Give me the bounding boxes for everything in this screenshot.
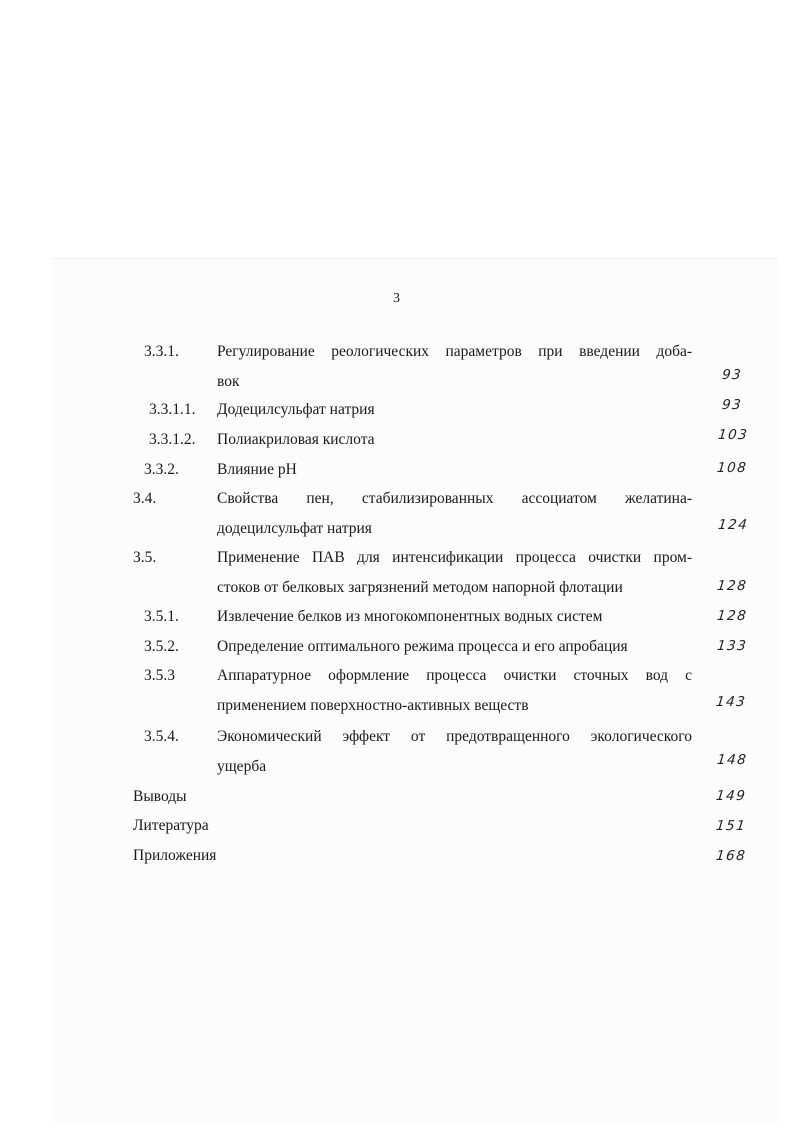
toc-entry-title bbox=[217, 637, 692, 667]
toc-entry-number: 3.3.2. bbox=[144, 461, 179, 478]
toc-section-page: 149 bbox=[715, 788, 748, 804]
toc-entry-number: 3.5.4. bbox=[144, 728, 179, 745]
toc-entry-number: 3.4. bbox=[133, 490, 157, 507]
toc-entry-title bbox=[217, 666, 692, 725]
toc-entry-page: 103 bbox=[717, 427, 750, 443]
toc-entry-title-line: применением поверхностно-активных веществ bbox=[217, 696, 529, 714]
toc-entry-number: 3.5.3 bbox=[144, 667, 175, 684]
page-number: 3 bbox=[393, 291, 400, 306]
toc-section-page: 168 bbox=[715, 848, 748, 864]
toc-entry-number: 3.3.1.2. bbox=[149, 431, 196, 448]
toc-entry-title-line: вок bbox=[217, 372, 240, 390]
toc-entry-title bbox=[217, 489, 692, 548]
toc-entry-number: 3.3.1. bbox=[144, 343, 179, 360]
toc-entry-title-line: Додецилсульфат натрия bbox=[217, 401, 375, 418]
toc-entry-page: 143 bbox=[715, 694, 748, 710]
toc-section-conclusions: Выводы bbox=[133, 788, 187, 805]
toc-entry-title-line: ущерба bbox=[217, 757, 267, 775]
toc-entry-title bbox=[217, 548, 692, 607]
toc-section-references: Литература bbox=[133, 817, 209, 834]
toc-entry-title-line: Применение ПАВ для интенсификации процесса очистки пром- bbox=[217, 549, 692, 566]
toc-entry-page: 93 bbox=[721, 367, 744, 383]
toc-entry-title bbox=[217, 727, 692, 786]
toc-section-appendices: Приложения bbox=[133, 847, 217, 864]
toc-entry-title-line: стоков от белковых загрязнений методом напорной флотации bbox=[217, 578, 623, 596]
toc-entry-number: 3.3.1.1. bbox=[149, 401, 196, 418]
toc-entry-title-line: Полиакриловая кислота bbox=[217, 431, 375, 448]
toc-entry-page: 133 bbox=[716, 638, 749, 654]
toc-entry-title bbox=[217, 460, 692, 490]
toc-entry-title-line: Влияние pH bbox=[217, 461, 297, 478]
toc-entry-page: 108 bbox=[716, 460, 749, 476]
toc-entry-title bbox=[217, 430, 692, 460]
toc-entry-title-line: Определение оптимального режима процесса и его апробация bbox=[217, 638, 628, 655]
toc-entry-title-line: Извлечение белков из многокомпонентных водных систем bbox=[217, 608, 603, 625]
toc-entry-page: 128 bbox=[716, 608, 749, 624]
toc-entry-title-line: Аппаратурное оформление процесса очистки сточных вод с bbox=[217, 667, 692, 684]
toc-entry-title bbox=[217, 607, 692, 637]
toc-entry-title-line: Регулирование реологических параметров при введении доба- bbox=[217, 343, 692, 360]
toc-entry-number: 3.5. bbox=[133, 549, 157, 566]
toc-entry-number: 3.5.2. bbox=[144, 638, 179, 655]
toc-entry-title-line: Экономический эффект от предотвращенного экологического bbox=[217, 728, 692, 745]
toc-entry-title-line: додецилсульфат натрия bbox=[217, 519, 372, 537]
toc-entry-title bbox=[217, 342, 692, 401]
toc-entry-title-line: Свойства пен, стабилизированных ассоциатом желатина- bbox=[217, 490, 692, 507]
toc-section-page: 151 bbox=[715, 818, 748, 834]
toc-entry-page: 148 bbox=[716, 752, 749, 768]
toc-entry-page: 124 bbox=[717, 517, 750, 533]
toc-entry-title bbox=[217, 400, 692, 430]
toc-entry-page: 128 bbox=[716, 578, 749, 594]
toc-entry-page: 93 bbox=[721, 397, 744, 413]
toc-entry-number: 3.5.1. bbox=[144, 608, 179, 625]
